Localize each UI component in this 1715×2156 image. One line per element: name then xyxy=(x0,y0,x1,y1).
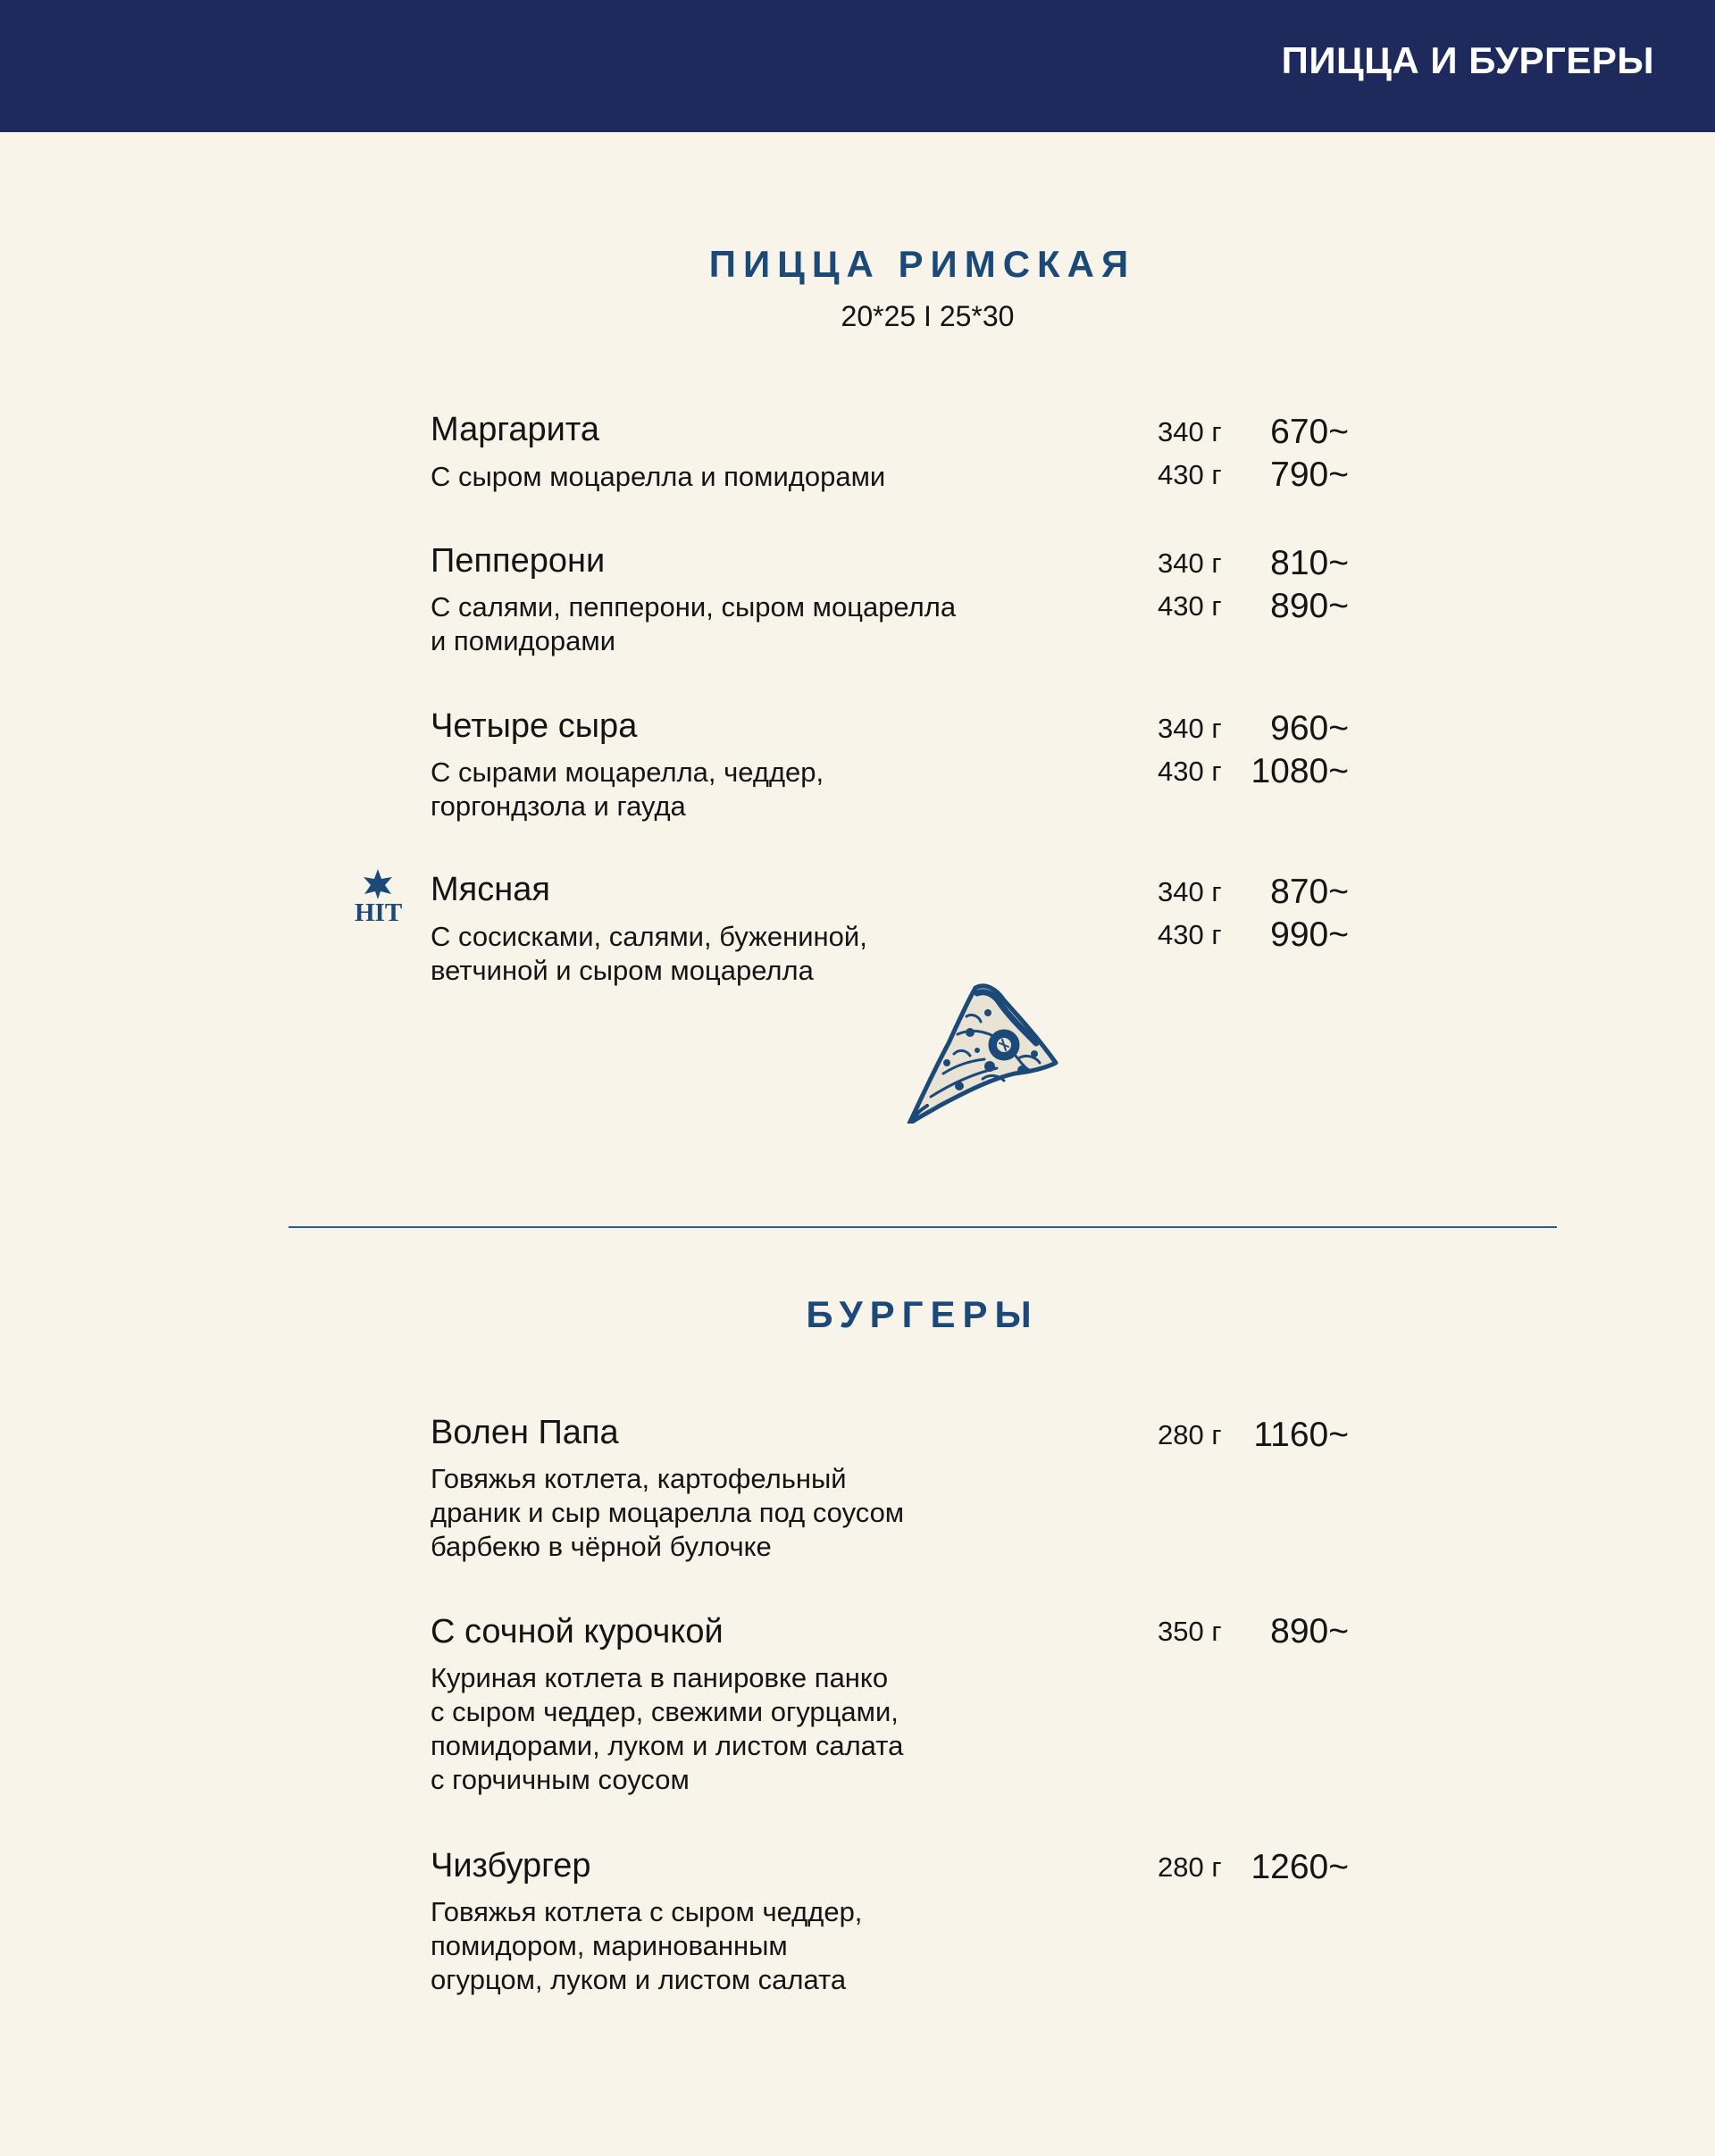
price-row xyxy=(1158,709,1349,748)
menu-item-desc: и помидорами xyxy=(431,625,616,656)
menu-item-name: Мясная xyxy=(431,871,550,908)
price-row xyxy=(1158,1848,1349,1887)
menu-item-name: Маргарита xyxy=(431,411,599,448)
menu-item-desc: С салями, пепперони, сыром моцарелла xyxy=(431,591,957,623)
item-price: 1080~ xyxy=(1251,752,1349,790)
price-row xyxy=(1158,544,1349,583)
item-price: 870~ xyxy=(1270,873,1349,911)
price-row xyxy=(1158,752,1349,791)
item-weight: 340 г xyxy=(1158,876,1222,907)
menu-item-name: Волен Папа xyxy=(431,1414,619,1451)
section-divider xyxy=(289,1226,1557,1228)
menu-item-desc: помидорами, луком и листом салата xyxy=(431,1730,904,1761)
item-weight: 430 г xyxy=(1158,590,1222,622)
menu-item-desc: драник и сыр моцарелла под соусом xyxy=(431,1497,905,1528)
hit-badge xyxy=(353,868,403,931)
section-title-burgers: БУРГЕРЫ xyxy=(806,1293,1039,1335)
item-price: 1260~ xyxy=(1251,1848,1349,1886)
item-price: 990~ xyxy=(1270,915,1349,954)
price-row xyxy=(1158,413,1349,452)
item-price: 960~ xyxy=(1270,709,1349,748)
item-weight: 430 г xyxy=(1158,919,1222,950)
hit-badge-label: HIT xyxy=(355,898,403,927)
menu-item-name: Пепперони xyxy=(431,542,606,580)
menu-item-name: Чизбургер xyxy=(431,1847,591,1884)
pizza-slice-icon xyxy=(904,981,1060,1124)
item-weight: 340 г xyxy=(1158,547,1222,579)
item-weight: 280 г xyxy=(1158,1419,1222,1450)
menu-item-desc: Говяжья котлета с сыром чеддер, xyxy=(431,1896,863,1927)
price-row xyxy=(1158,873,1349,912)
star-hit-icon xyxy=(362,868,394,900)
price-row xyxy=(1158,1416,1349,1455)
header-band xyxy=(0,0,1715,132)
menu-item-name: С сочной курочкой xyxy=(431,1613,724,1650)
menu-item-desc: С сосисками, салями, бужениной, xyxy=(431,921,867,952)
menu-item-desc: горгондзола и гауда xyxy=(431,790,686,822)
item-price: 670~ xyxy=(1270,413,1349,451)
item-price: 810~ xyxy=(1270,544,1349,582)
item-price: 890~ xyxy=(1270,587,1349,625)
item-weight: 350 г xyxy=(1158,1616,1222,1647)
item-weight: 280 г xyxy=(1158,1851,1222,1883)
item-price: 890~ xyxy=(1270,1612,1349,1650)
price-row xyxy=(1158,455,1349,495)
item-weight: 340 г xyxy=(1158,713,1222,744)
page-title: ПИЦЦА И БУРГЕРЫ xyxy=(1281,39,1654,81)
menu-item-name: Четыре сыра xyxy=(431,707,638,745)
menu-item-desc: барбекю в чёрной булочке xyxy=(431,1531,772,1562)
item-weight: 340 г xyxy=(1158,416,1222,447)
item-weight: 430 г xyxy=(1158,756,1222,787)
item-price: 790~ xyxy=(1270,455,1349,494)
menu-item-desc: ветчиной и сыром моцарелла xyxy=(431,955,814,986)
price-row xyxy=(1158,587,1349,626)
section-title-pizza: ПИЦЦА РИМСКАЯ xyxy=(708,243,1136,285)
menu-item-desc: С сырами моцарелла, чеддер, xyxy=(431,756,824,788)
section-subtitle-pizza: 20*25 I 25*30 xyxy=(841,300,1015,332)
menu-item-desc: помидором, маринованным xyxy=(431,1930,788,1961)
menu-item-desc: С сыром моцарелла и помидорами xyxy=(431,461,886,492)
menu-item-desc: Говяжья котлета, картофельный xyxy=(431,1463,847,1494)
menu-item-desc: огурцом, луком и листом салата xyxy=(431,1964,847,1995)
price-row xyxy=(1158,915,1349,955)
item-price: 1160~ xyxy=(1253,1416,1349,1454)
menu-item-desc: Куриная котлета в панировке панко xyxy=(431,1662,889,1693)
price-row xyxy=(1158,1612,1349,1651)
menu-item-desc: с горчичным соусом xyxy=(431,1764,690,1795)
menu-item-desc: с сыром чеддер, свежими огурцами, xyxy=(431,1696,899,1727)
item-weight: 430 г xyxy=(1158,459,1222,490)
